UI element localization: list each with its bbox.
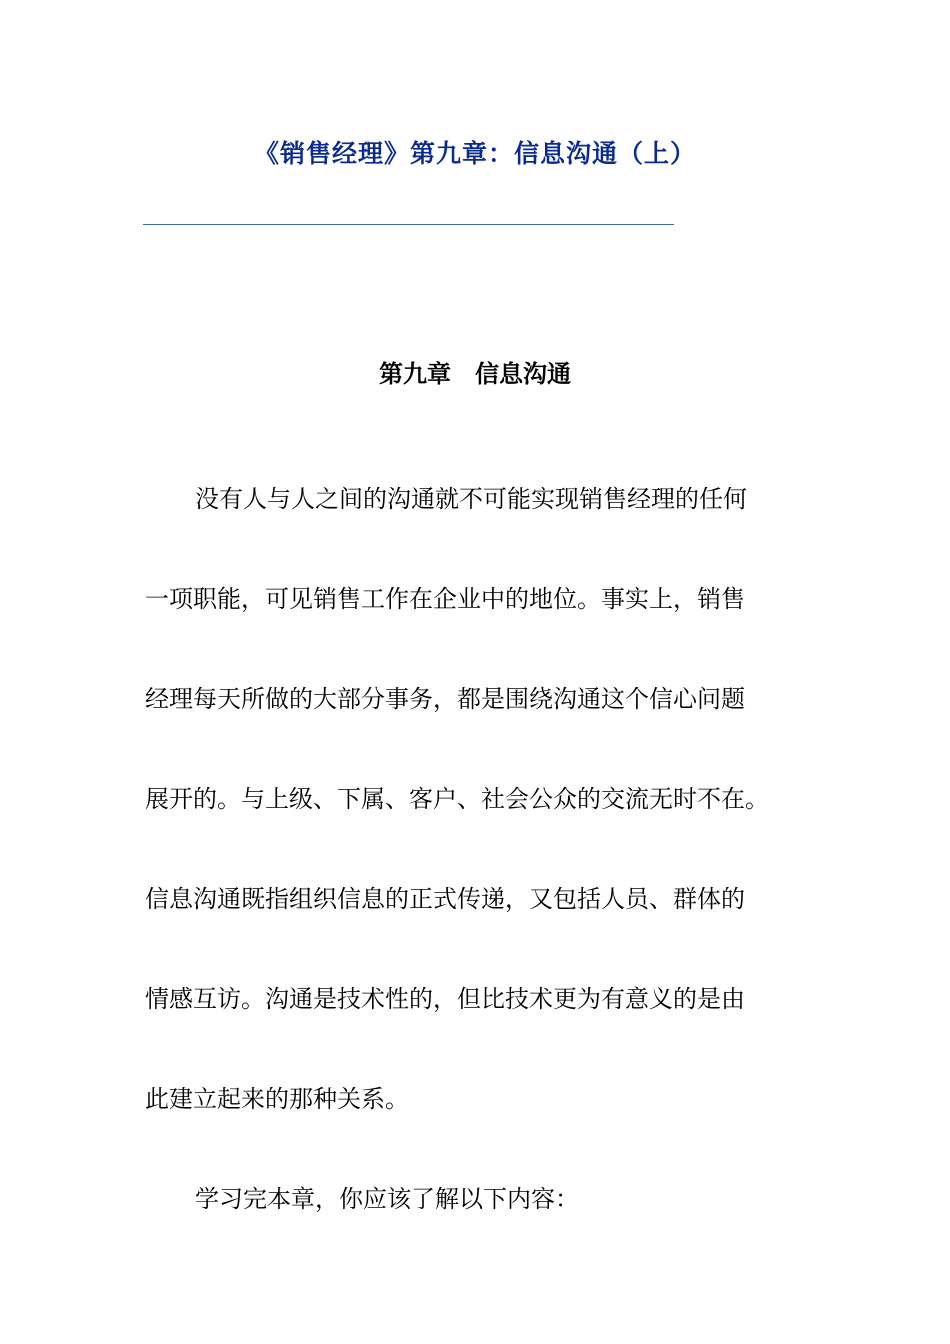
- paragraph-line: 经理每天所做的大部分事务，都是围绕沟通这个信心问题: [145, 685, 745, 713]
- body-text: [145, 449, 805, 1249]
- paragraph-line: 学习完本章，你应该了解以下内容：: [195, 1185, 579, 1213]
- paragraph-line: 信息沟通既指组织信息的正式传递，又包括人员、群体的: [145, 885, 745, 913]
- paragraph-line: 展开的。与上级、下属、客户、社会公众的交流无时不在。: [145, 785, 769, 813]
- paragraph-line: 此建立起来的那种关系。: [145, 1085, 409, 1113]
- chapter-heading: 第九章 信息沟通: [379, 359, 571, 388]
- document-title: 《销售经理》第九章：信息沟通（上）: [253, 139, 696, 168]
- paragraph-line: 没有人与人之间的沟通就不可能实现销售经理的任何: [195, 485, 747, 513]
- paragraph-line: 情感互访。沟通是技术性的，但比技术更为有意义的是由: [145, 985, 745, 1013]
- title-underline-rule: [143, 224, 674, 225]
- paragraph-learning-goals: [145, 1149, 805, 1249]
- paragraph-intro: [145, 449, 805, 1149]
- paragraph-line: 一项职能，可见销售工作在企业中的地位。事实上，销售: [145, 585, 745, 613]
